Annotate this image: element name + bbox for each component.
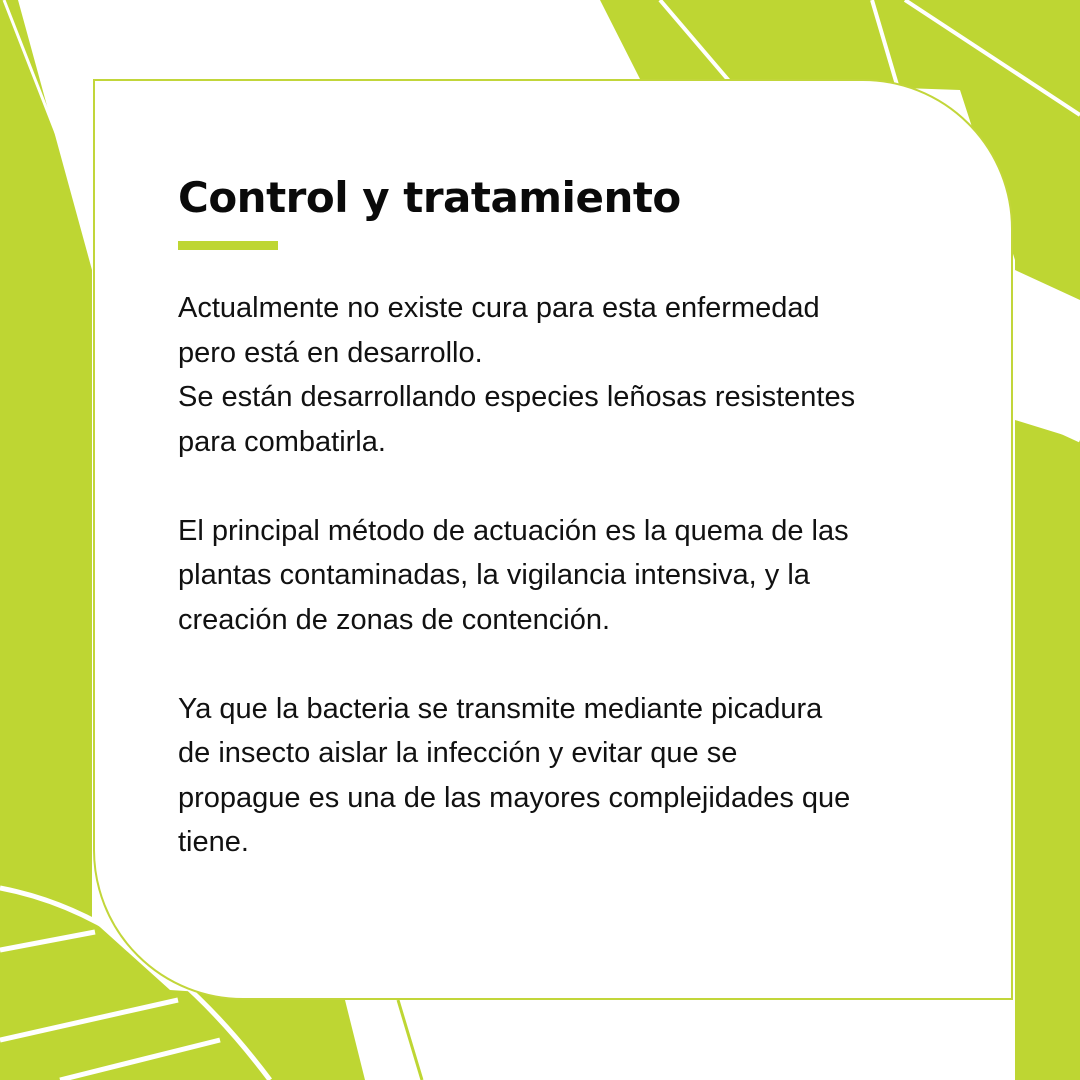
text-line: Ya que la bacteria se transmite mediante picadura — [178, 692, 823, 725]
leaf-vein-right-1 — [1015, 320, 1080, 350]
text-line: tiene. — [178, 826, 249, 858]
paragraph-method — [178, 509, 978, 643]
body-text — [178, 286, 978, 865]
text-line: plantas contaminadas, la vigilancia intensiva, y la — [178, 559, 810, 591]
text-line: creación de zonas de contención. — [178, 603, 611, 636]
title-underline — [178, 241, 278, 250]
leaf-vein-bottom-mid — [398, 1000, 422, 1080]
text-line: Se están desarrollando especies leñosas resistentes — [178, 381, 856, 413]
text-line: El principal método de actuación es la quema de las — [178, 514, 849, 547]
text-line: propague es una de las mayores complejidades que — [178, 781, 851, 814]
paragraph-transmission — [178, 687, 978, 865]
paragraph-cure — [178, 286, 978, 464]
text-line: Actualmente no existe cura para esta enfermedad — [178, 292, 820, 324]
text-line: para combatirla. — [178, 425, 386, 458]
text-line: de insecto aislar la infección y evitar que se — [178, 737, 738, 769]
text-line: pero está en desarrollo. — [178, 336, 483, 369]
page-title: Control y tratamiento — [178, 173, 681, 222]
